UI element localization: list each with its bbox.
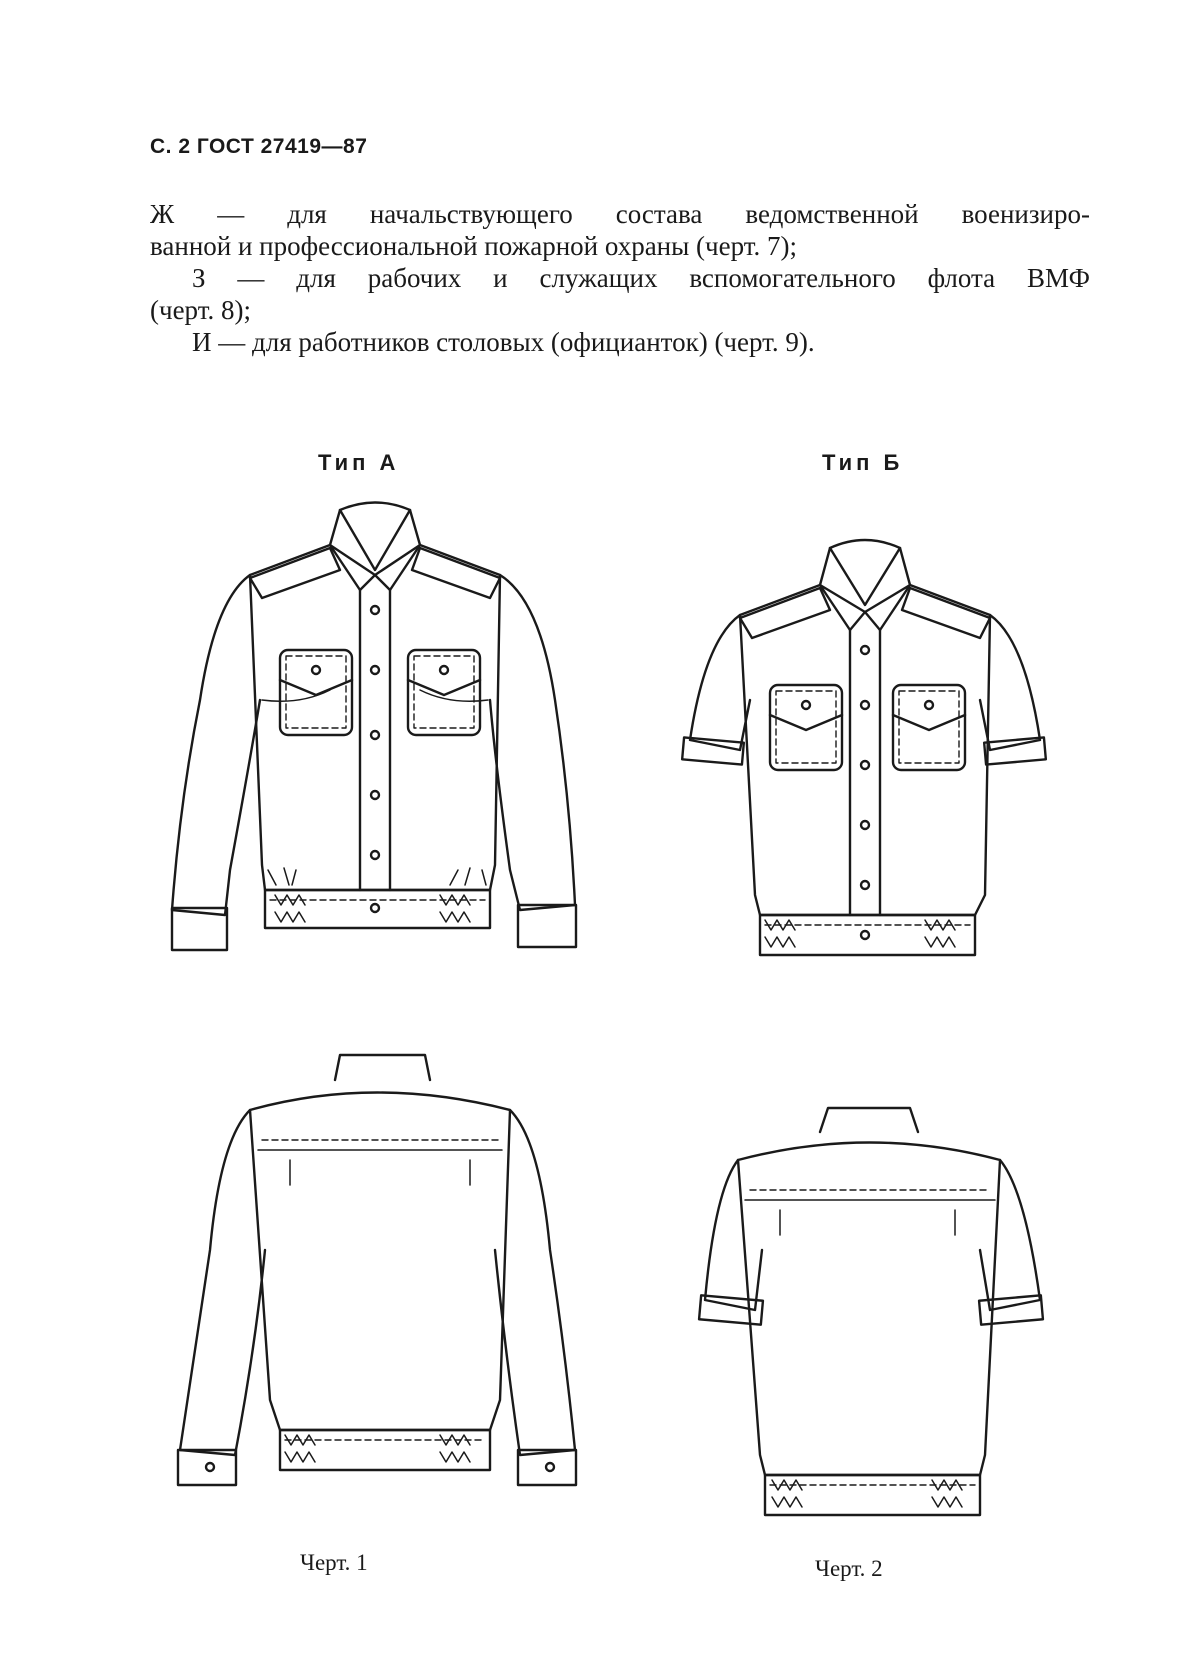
paragraph-zh-line-2: ванной и профессиональной пожарной охраны (черт. 7);	[150, 231, 797, 261]
shirt-type-a-back	[178, 1055, 576, 1485]
paragraph-zh-line-1: Ж — для начальствующего состава ведомственной военизиро-	[150, 199, 1090, 229]
type-b-label: Тип Б	[822, 450, 904, 475]
paragraph-z-line-2: (черт. 8);	[150, 295, 251, 325]
shirt-type-b-back	[699, 1108, 1043, 1515]
figure-caption-2: Черт. 2	[815, 1556, 883, 1581]
paragraph-z-line-1: З — для рабочих и служащих вспомогательного флота ВМФ	[192, 263, 1090, 293]
type-a-label: Тип А	[318, 450, 400, 475]
page-header: С. 2 ГОСТ 27419—87	[150, 135, 368, 158]
shirt-type-a-front	[172, 503, 576, 951]
shirt-type-b-front	[682, 540, 1046, 955]
paragraph-i-line-1: И — для работников столовых (официанток) (черт. 9).	[192, 327, 815, 357]
figure-caption-1: Черт. 1	[300, 1550, 368, 1575]
